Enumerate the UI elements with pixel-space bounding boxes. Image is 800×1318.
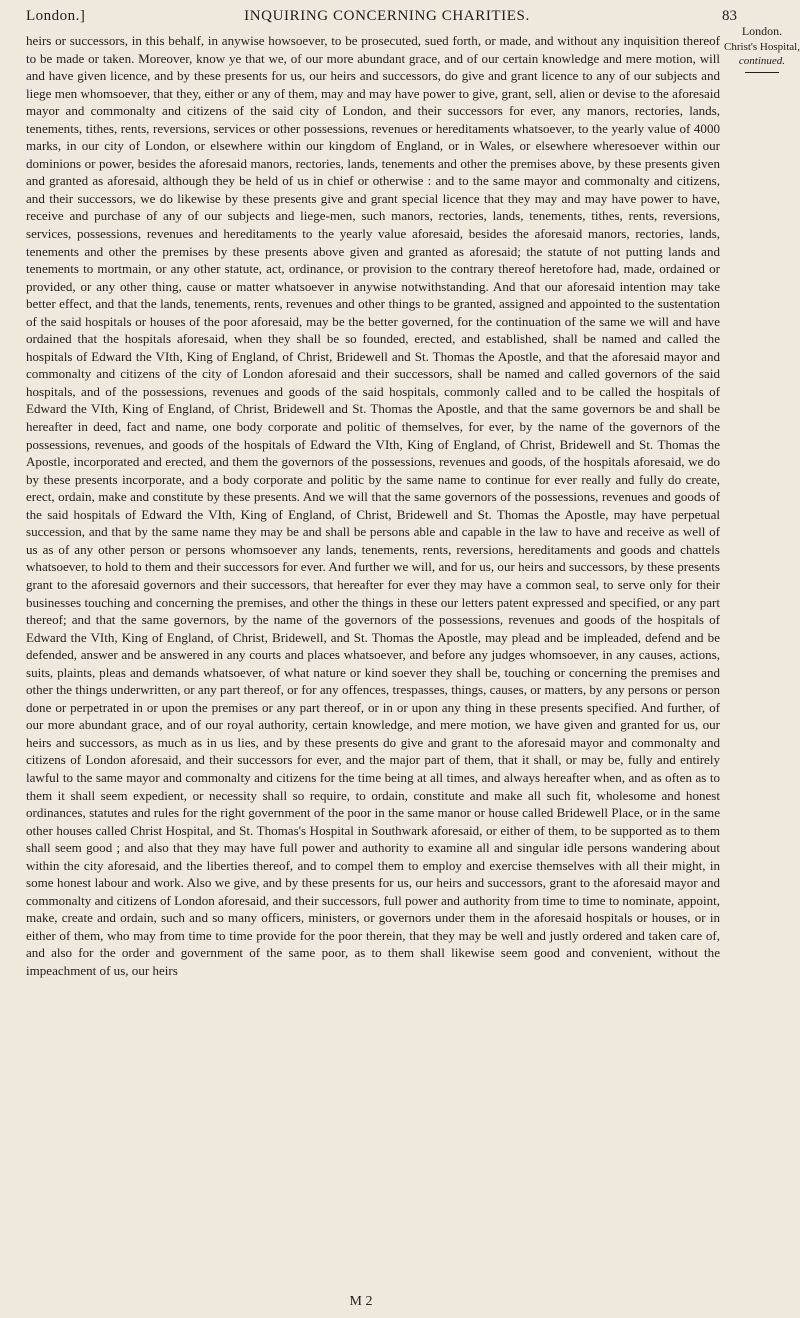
body-text (26, 32, 720, 1290)
page-number: 83 (722, 8, 737, 24)
signature-mark: M 2 (349, 1294, 373, 1309)
running-header (26, 6, 796, 32)
margin-note (724, 24, 800, 73)
margin-note-title: Christ's Hospital, (724, 41, 800, 53)
margin-note-continued: continued. (738, 55, 786, 67)
margin-note-place: London. (741, 24, 783, 38)
margin-note-rule (745, 72, 779, 73)
body-paragraph: heirs or successors, in this behalf, in anywise howsoever, to be prosecuted, sued forth, or made, and without any inquisition thereof to be made or taken. Moreover, know ye that we, of our more abundant grace, and of our certain knowledge and mere motion, will and have given licence, and by these presents for us, our heirs and successors, do give and grant licence to any of our subjects and liege men whomsoever, that they, either or any of them, may and may have power to give, grant, sell, alien or devise to the aforesaid mayor and commonalty and citizens of the said city of London, and their successors for ever, any manors, rectories, lands, tenements, tithes, rents, reversions, services or other possessions, revenues or hereditaments whatsoever, to the yearly value of 4000 marks, in our city of London, or elsewhere within our kingdom of England, or in Wales, or elsewhere wheresoever within our dominions or power, besides the aforesaid manors, rectories, lands, tenements and other the premises above, by these presents given and granted as aforesaid, although they be held of us in chief or otherwise : and to the same mayor and commonalty and citizens, and their successors, we do likewise by these presents give and grant special licence that they may and may have power to have, receive and purchase of any of our subjects and liege-men, such manors, rectories, lands, tenements, tithes, rents, reversions, services, possessions, revenues and hereditaments to the yearly value aforesaid, besides the aforesaid manors, rectories, lands, tenements and other the premises by these presents above given and granted as aforesaid; the statute of not putting lands and tenements to mortmain, or any other statute, act, ordinance, or provision to the contrary thereof heretofore had, made, ordained or provided, or any other thing, cause or matter whatsoever in anywise notwithstanding. And that our aforesaid intention may take better effect, and that the lands, tenements, rents, revenues and other things to be granted, assigned and appointed to the sustentation of the said hospitals or houses of the poor aforesaid, may be the better governed, for the continuation of the same we will and have ordained that the hospitals aforesaid, when they shall be so founded, erected, and established, shall be named and called the hospitals of Edward the VIth, King of England, of Christ, Bridewell and St. Thomas the Apostle, and that the aforesaid mayor and commonalty and citizens of the city of London aforesaid and their successors, shall be named and called governors of the said hospitals, and of the possessions, revenues and goods of the said hospitals, commonly called and to be called the hospitals of Edward the VIth, King of England, of Christ, Bridewell and St. Thomas the Apostle, and that the same governors be and shall be hereafter in deed, fact and name, one body corporate and politic of themselves, for ever, by the name of the governors of the possessions, revenues, and goods of the hospitals of Edward the VIth, King of England, of Christ, Bridewell and St. Thomas the Apostle, incorporated and erected, and them the governors of the possessions, revenues and goods, of the hospitals aforesaid, we do by these presents incorporate, and a body corporate and politic by the same name to continue for ever really and fully do create, erect, ordain, make and constitute by these presents. And we will that the same governors of the possessions, revenues and goods of the said hospitals of Edward the VIth, King of England, of Christ, Bridewell and St. Thomas the Apostle, may have perpetual succession, and that by the same name they may be and shall be persons able and capable in the law to have and receive as well of us as of any other person or persons whomsoever any lands, tenements, rents, reversions, hereditaments and goods and chattels whatsoever, to hold to them and their successors for ever. And further we will, and for us, our heirs and successors, by these presents grant to the aforesaid governors and their successors, that hereafter for ever they may have a common seal, to serve only for their businesses touching and concerning the premises, and other the things in these our letters patent expressed and specified, or any part thereof; and that the same governors, by the name of the governors of the possessions, revenues and goods of the hospitals of Edward the VIth, King of England, of Christ, Bridewell, and St. Thomas the Apostle, may plead and be impleaded, defend and be defended, answer and be answered in any courts and places whatsoever, and before any judges whomsoever, in any causes, actions, suits, plaints, pleas and demands whatsoever, of what nature or kind soever they shall be, touching or concerning the premises and other the things underwritten, or any part thereof, or for any offences, trespasses, things, causes, or matters, by any persons or person done or perpetrated in or upon the premises or any part thereof, or in or upon any thing in these presents specified. And further, of our more abundant grace, and of our royal authority, certain knowledge, and mere motion, we have given and granted for us, our heirs and successors, as much as in us lies, and by these presents do give and grant to the aforesaid mayor and commonalty and citizens of London aforesaid, and their successors for ever, and the major part of them, that it shall, or may be, fully and entirely lawful to the same mayor and commonalty and citizens for the time being at all times, and always hereafter when, and as often as to them it shall seem expedient, or necessity shall so require, to ordain, constitute and make all such fit, wholesome and honest ordinances, statutes and rules for the right government of the poor in the same manor or house called Bridewell Place, or in the same other houses called Christ Hospital, and St. Thomas's Hospital in Southwark aforesaid, or either of them, to be supported as to them shall seem good ; and also that they may have full power and authority to examine all and singular idle persons wandering about within the city aforesaid, and the liberties thereof, and to compel them to employ and exercise themselves with all their might, in some honest labour and work. Also we give, and by these presents for us, our heirs and successors, grant to the aforesaid mayor and commonalty and citizens of London aforesaid, and their successors, full power and authority from time to time to nominate, appoint, make, create and ordain, such and so many officers, ministers, or governors under them in the aforesaid hospitals or houses, or in either of them, who may from time to time provide for the poor therein, that they may be well and justly ordered and taken care of, and also for the order and government of the same poor, as to them shall likewise seem good and convenient, without the impeachment of us, our heirs (26, 33, 720, 978)
header-section-label: London.] (26, 8, 86, 24)
header-title: INQUIRING CONCERNING CHARITIES. (244, 8, 530, 24)
